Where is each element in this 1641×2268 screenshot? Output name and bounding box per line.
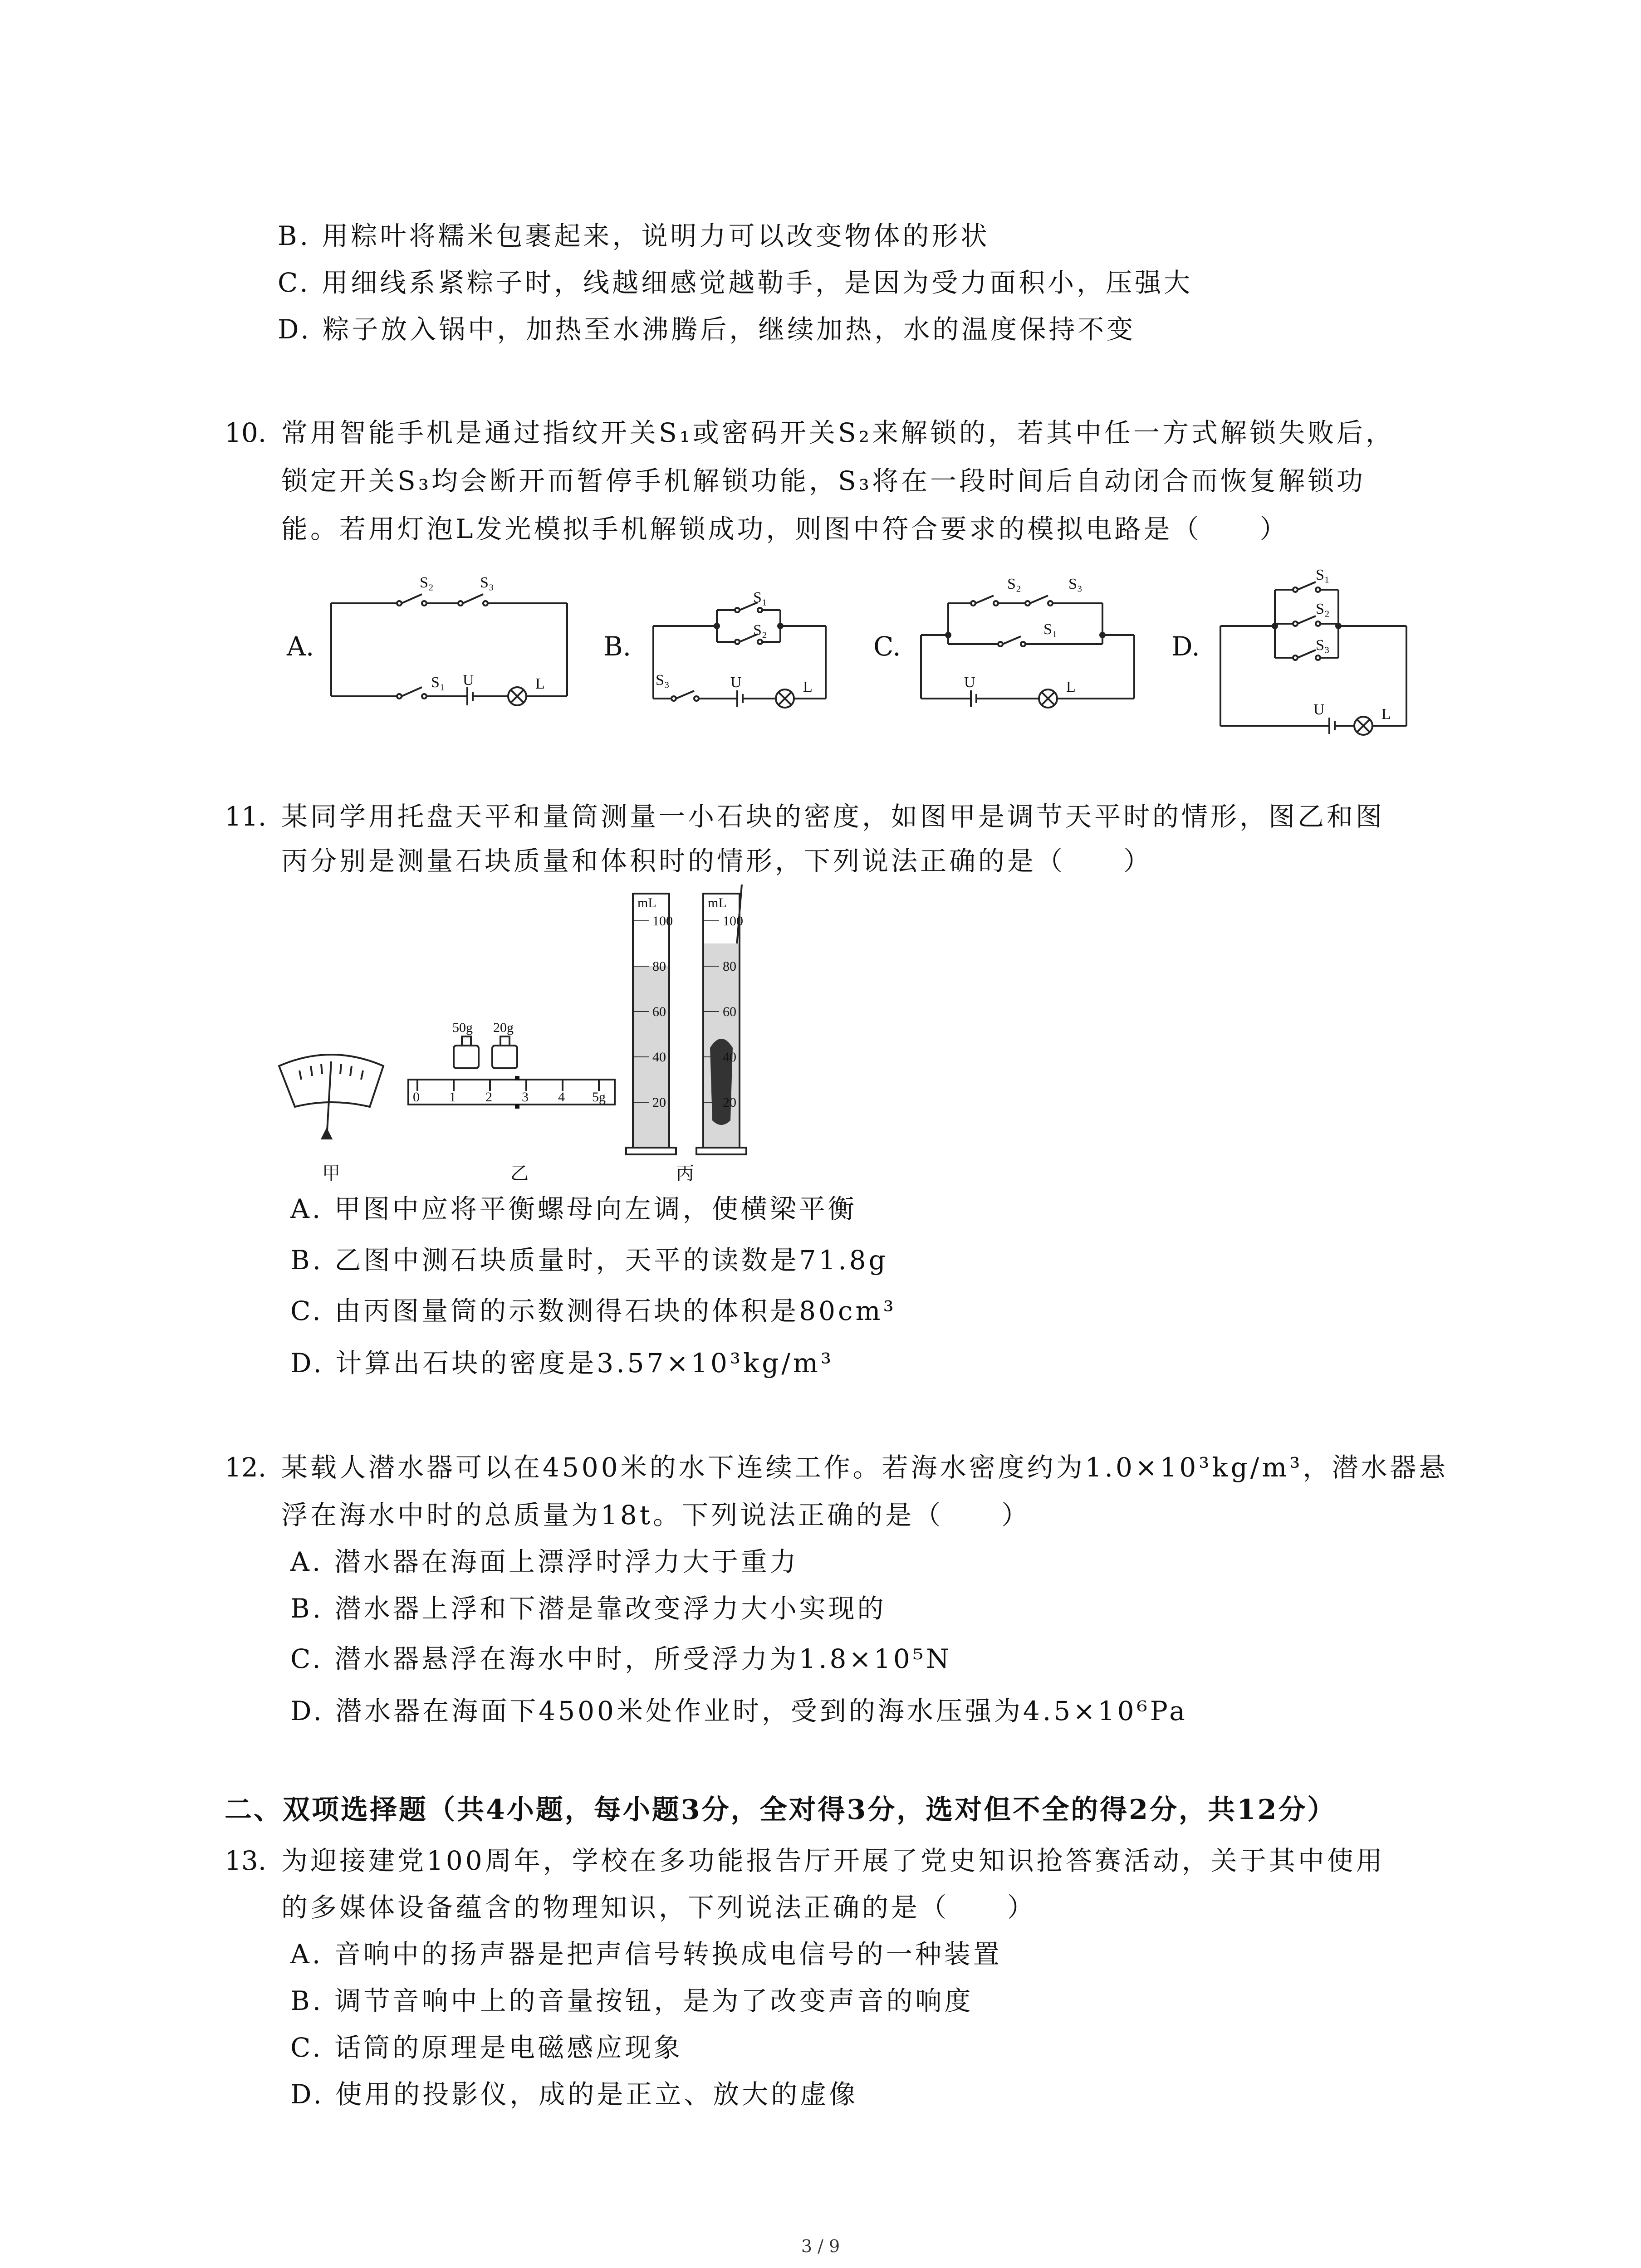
q11-number: 11. bbox=[225, 801, 267, 832]
d-s2-label: S₂ bbox=[1316, 601, 1330, 617]
q12-option-d: D. 潜水器在海面下4500米处作业时，受到的海水压强为4.5×10⁶Pa bbox=[290, 1696, 1188, 1726]
q12-stem-line1: 某载人潜水器可以在4500米的水下连续工作。若海水密度约为1.0×10³kg/m³，潜水器悬 bbox=[281, 1452, 1448, 1483]
weight-20g-label: 20g bbox=[493, 1020, 514, 1035]
a-s3-label: S₃ bbox=[480, 574, 494, 591]
a-s2-label: S₂ bbox=[420, 574, 434, 591]
cyl2-tick-80: 80 bbox=[723, 959, 736, 974]
a-s1-label: S₁ bbox=[431, 674, 445, 691]
circuit-b bbox=[653, 602, 826, 708]
cyl2-unit: mL bbox=[708, 895, 727, 910]
circuit-c bbox=[921, 596, 1134, 708]
page-number: 3 / 9 bbox=[801, 2236, 840, 2256]
q9-option-d: D. 粽子放入锅中，加热至水沸腾后，继续加热，水的温度保持不变 bbox=[278, 314, 1136, 345]
q12-option-b: B. 潜水器上浮和下潜是靠改变浮力大小实现的 bbox=[290, 1593, 887, 1624]
q10-option-c-label: C. bbox=[873, 631, 901, 662]
d-s3-label: S₃ bbox=[1316, 637, 1330, 654]
q13-stem-line2: 的多媒体设备蕴含的物理知识，下列说法正确的是（ ） bbox=[281, 1892, 1037, 1923]
q11-option-a: A. 甲图中应将平衡螺母向左调，使横梁平衡 bbox=[290, 1193, 857, 1224]
caption-bing: 丙 bbox=[676, 1163, 694, 1183]
cyl1-tick-20: 20 bbox=[652, 1095, 666, 1110]
q13-option-c: C. 话筒的原理是电磁感应现象 bbox=[290, 2032, 683, 2063]
cyl2-tick-60: 60 bbox=[723, 1004, 736, 1019]
q11-stem-line2: 丙分别是测量石块质量和体积时的情形，下列说法正确的是（ ） bbox=[281, 846, 1153, 876]
c-s2-label: S₂ bbox=[1007, 576, 1021, 592]
q9-option-c: C. 用细线系紧粽子时，线越细感觉越勒手，是因为受力面积小，压强大 bbox=[278, 267, 1193, 298]
q10-option-b-label: B. bbox=[603, 631, 632, 662]
q11-figure bbox=[272, 885, 808, 1188]
cyl2-tick-100: 100 bbox=[723, 914, 743, 929]
caption-jia: 甲 bbox=[322, 1163, 340, 1183]
c-s1-label: S₁ bbox=[1043, 621, 1058, 638]
q10-stem-line3: 能。若用灯泡L发光模拟手机解锁成功，则图中符合要求的模拟电路是（ ） bbox=[281, 513, 1289, 544]
q12-option-a: A. 潜水器在海面上漂浮时浮力大于重力 bbox=[290, 1546, 799, 1577]
circuit-a bbox=[331, 594, 567, 705]
cyl2-tick-20: 20 bbox=[723, 1095, 736, 1110]
b-s1-label: S₁ bbox=[753, 589, 767, 606]
ruler-tick-4: 4 bbox=[558, 1090, 565, 1105]
ruler-tick-2: 2 bbox=[485, 1090, 492, 1105]
ruler-tick-0: 0 bbox=[413, 1090, 420, 1105]
q13-number: 13. bbox=[225, 1845, 267, 1876]
q11-option-d: D. 计算出石块的密度是3.57×10³kg/m³ bbox=[290, 1348, 834, 1378]
a-u-label: U bbox=[463, 672, 474, 689]
q10-stem-line2: 锁定开关S₃均会断开而暂停手机解锁功能，S₃将在一段时间后自动闭合而恢复解锁功 bbox=[281, 465, 1366, 496]
cyl1-tick-60: 60 bbox=[652, 1004, 666, 1019]
c-l-label: L bbox=[1066, 679, 1076, 695]
q9-option-b: B. 用粽叶将糯米包裹起来，说明力可以改变物体的形状 bbox=[278, 220, 990, 251]
b-u-label: U bbox=[730, 674, 742, 691]
cyl1-unit: mL bbox=[637, 895, 656, 910]
c-u-label: U bbox=[964, 674, 975, 691]
b-s2-label: S₂ bbox=[753, 622, 767, 639]
b-l-label: L bbox=[803, 679, 813, 695]
q12-stem-line2: 浮在海水中时的总质量为18t。下列说法正确的是（ ） bbox=[281, 1500, 1031, 1530]
q10-number: 10. bbox=[225, 417, 267, 448]
cyl1-tick-40: 40 bbox=[652, 1050, 666, 1065]
q10-stem-line1: 常用智能手机是通过指纹开关S₁或密码开关S₂来解锁的，若其中任一方式解锁失败后， bbox=[281, 417, 1395, 448]
weight-50g-label: 50g bbox=[452, 1020, 473, 1035]
q13-option-a: A. 音响中的扬声器是把声信号转换成电信号的一种装置 bbox=[290, 1939, 1002, 1970]
b-s3-label: S₃ bbox=[656, 672, 670, 689]
a-l-label: L bbox=[535, 675, 545, 692]
section-title: 二、双项选择题（共4小题，每小题3分，全对得3分，选对但不全的得2分，共12分） bbox=[225, 1794, 1337, 1826]
q12-number: 12. bbox=[225, 1452, 267, 1483]
q11-option-c: C. 由丙图量筒的示数测得石块的体积是80cm³ bbox=[290, 1295, 896, 1326]
cyl1-tick-100: 100 bbox=[652, 914, 673, 929]
d-l-label: L bbox=[1381, 706, 1391, 723]
q10-option-a-label: A. bbox=[287, 631, 314, 662]
q13-option-d: D. 使用的投影仪，成的是正立、放大的虚像 bbox=[290, 2079, 858, 2110]
cyl2-tick-40: 40 bbox=[723, 1050, 736, 1065]
balance-pointer-scale bbox=[279, 1055, 383, 1139]
q13-option-b: B. 调节音响中上的音量按钮，是为了改变声音的响度 bbox=[290, 1985, 974, 2016]
q11-option-b: B. 乙图中测石块质量时，天平的读数是71.8g bbox=[290, 1245, 888, 1276]
c-s3-label: S₃ bbox=[1068, 576, 1083, 592]
caption-yi: 乙 bbox=[510, 1163, 529, 1183]
q13-stem-line1: 为迎接建党100周年，学校在多功能报告厅开展了党史知识抢答赛活动，关于其中使用 bbox=[281, 1845, 1385, 1876]
weights-and-ruler bbox=[408, 1036, 615, 1105]
ruler-tick-1: 1 bbox=[449, 1090, 456, 1105]
cyl1-tick-80: 80 bbox=[652, 959, 666, 974]
q12-option-c: C. 潜水器悬浮在海水中时，所受浮力为1.8×10⁵N bbox=[290, 1643, 952, 1674]
ruler-tick-5g: 5g bbox=[592, 1090, 606, 1105]
q10-option-d-label: D. bbox=[1171, 631, 1200, 662]
q10-circuit-figures bbox=[318, 567, 1429, 735]
d-s1-label: S₁ bbox=[1316, 567, 1330, 583]
q11-stem-line1: 某同学用托盘天平和量筒测量一小石块的密度，如图甲是调节天平时的情形，图乙和图 bbox=[281, 801, 1385, 832]
ruler-tick-3: 3 bbox=[522, 1090, 529, 1105]
d-u-label: U bbox=[1313, 701, 1325, 718]
